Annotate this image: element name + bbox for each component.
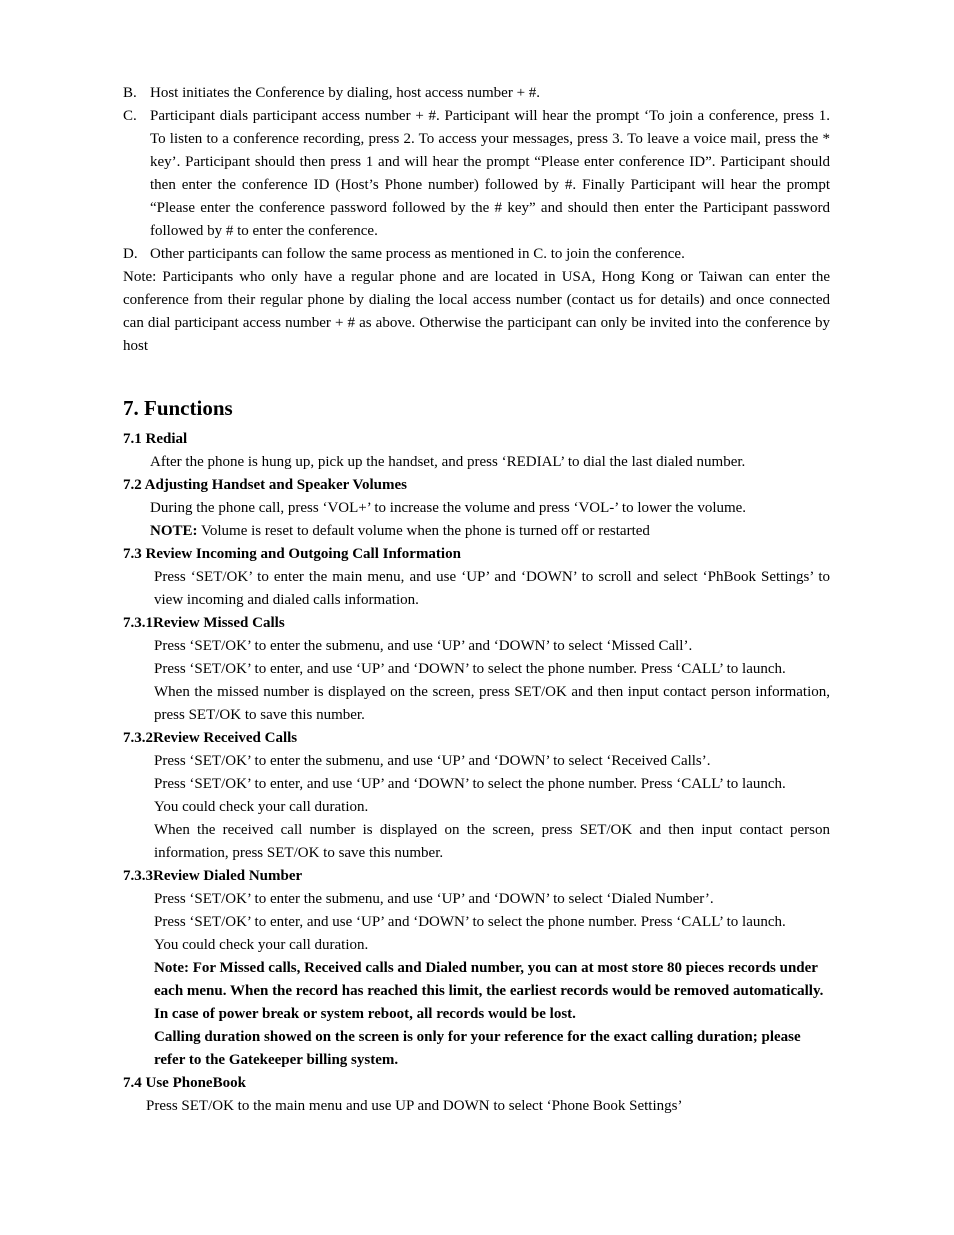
subsection-heading-missed: 7.3.1Review Missed Calls <box>123 615 285 631</box>
dialed-line: Press ‘SET/OK’ to enter, and use ‘UP’ and ‘DOWN’ to select the phone number. Press ‘CALL’ to launch. <box>154 914 786 930</box>
list-item <box>123 82 830 105</box>
received-line: When the received call number is displayed on the screen, press SET/OK and then input contact person information, press SET/OK to save this number. <box>154 822 830 861</box>
participants-note: Note: Participants who only have a regular phone and are located in USA, Hong Kong or Taiwan can enter the conference from their regular phone by dialing the local access number (contact us for details) and once connected can dial participant access number + # as above. Otherwise the participant can only be invited into the conference by host <box>123 269 830 354</box>
received-line: Press ‘SET/OK’ to enter, and use ‘UP’ and ‘DOWN’ to select the phone number. Press ‘CALL’ to launch. <box>154 776 786 792</box>
received-line: Press ‘SET/OK’ to enter the submenu, and use ‘UP’ and ‘DOWN’ to select ‘Received Calls’. <box>154 753 711 769</box>
subsection-heading-volume: 7.2 Adjusting Handset and Speaker Volumes <box>123 477 407 493</box>
volume-note <box>123 520 830 543</box>
list-marker: B. <box>123 85 137 101</box>
redial-text: After the phone is hung up, pick up the handset, and press ‘REDIAL’ to dial the last dialed number. <box>150 454 746 470</box>
volume-text: During the phone call, press ‘VOL+’ to increase the volume and press ‘VOL-’ to lower the volume. <box>150 500 747 516</box>
subsection-heading-redial: 7.1 Redial <box>123 431 188 447</box>
records-note: Note: For Missed calls, Received calls and Dialed number, you can at most store 80 pieces records under each menu. When the record has reached this limit, the earliest records would be removed automatically. In case of power break or system reboot, all records would be lost. <box>154 960 824 1022</box>
missed-line: When the missed number is displayed on the screen, press SET/OK and then input contact person information, press SET/OK to save this number. <box>154 684 830 723</box>
dialed-line: You could check your call duration. <box>154 937 369 953</box>
note-text: Volume is reset to default volume when the phone is turned off or restarted <box>197 523 650 539</box>
missed-line: Press ‘SET/OK’ to enter, and use ‘UP’ and ‘DOWN’ to select the phone number. Press ‘CALL’ to launch. <box>154 661 786 677</box>
call-info-text: Press ‘SET/OK’ to enter the main menu, and use ‘UP’ and ‘DOWN’ to scroll and select ‘PhBook Settings’ to view incoming and dialed calls information. <box>154 569 830 608</box>
subsection-heading-call-info: 7.3 Review Incoming and Outgoing Call Information <box>123 546 461 562</box>
subsection-heading-dialed: 7.3.3Review Dialed Number <box>123 868 303 884</box>
duration-note: Calling duration showed on the screen is only for your reference for the exact calling duration; please refer to the Gatekeeper billing system. <box>154 1029 801 1068</box>
list-text: Host initiates the Conference by dialing, host access number + #. <box>150 85 541 101</box>
dialed-line: Press ‘SET/OK’ to enter the submenu, and use ‘UP’ and ‘DOWN’ to select ‘Dialed Number’. <box>154 891 714 907</box>
list-text: Participant dials participant access number + #. Participant will hear the prompt ‘To join a conference, press 1. To listen to a conference recording, press 2. To access your messages, press 3. To leave a voice mail, press the * key’. Participant should then press 1 and will hear the prompt “Please enter conference ID”. Participant should then enter the conference ID (Host’s Phone number) followed by #. Finally Participant will hear the prompt “Please enter the conference password followed by the # key” and should then enter the Participant password followed by # to enter the conference. <box>150 108 830 239</box>
list-marker: D. <box>123 246 138 262</box>
phonebook-text: Press SET/OK to the main menu and use UP and DOWN to select ‘Phone Book Settings’ <box>146 1098 683 1114</box>
list-item <box>123 243 830 266</box>
list-item <box>123 105 830 243</box>
section-title: 7. Functions <box>123 396 233 420</box>
note-label: NOTE: <box>150 523 198 539</box>
list-text: Other participants can follow the same process as mentioned in C. to join the conference. <box>150 246 685 262</box>
subsection-heading-received: 7.3.2Review Received Calls <box>123 730 298 746</box>
received-line: You could check your call duration. <box>154 799 369 815</box>
list-marker: C. <box>123 108 137 124</box>
missed-line: Press ‘SET/OK’ to enter the submenu, and use ‘UP’ and ‘DOWN’ to select ‘Missed Call’. <box>154 638 693 654</box>
subsection-heading-phonebook: 7.4 Use PhoneBook <box>123 1075 246 1091</box>
document-body <box>123 82 830 1118</box>
